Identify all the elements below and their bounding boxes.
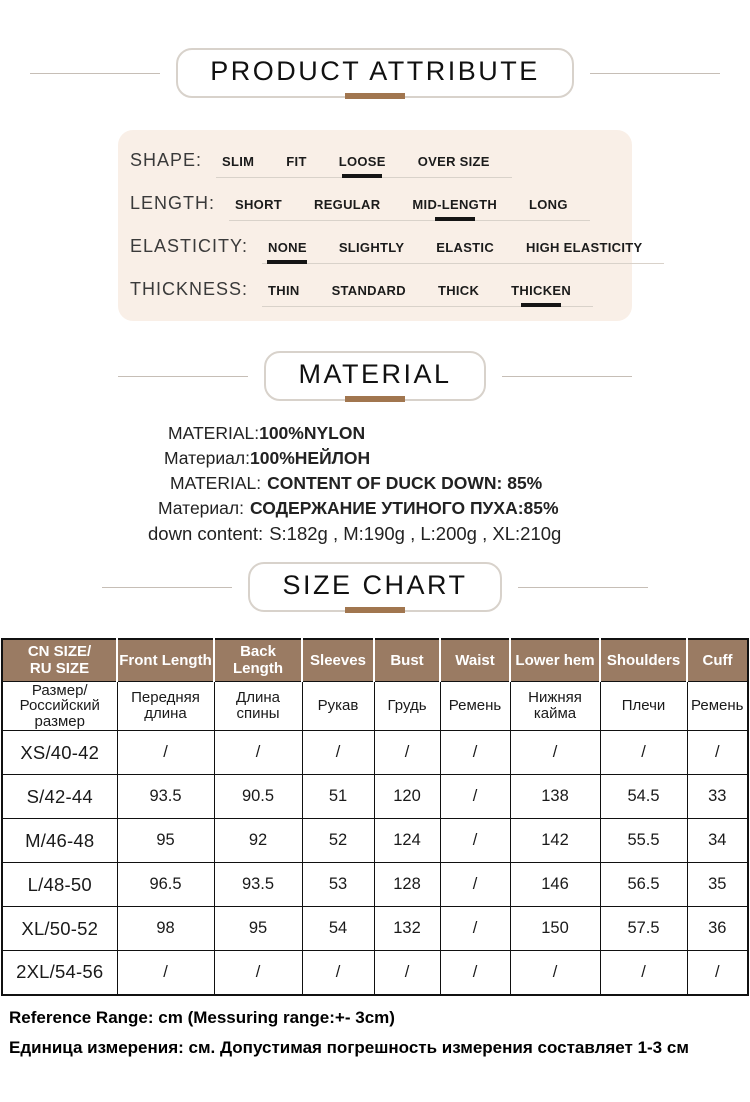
size-label: 2XL/54-56 — [2, 951, 117, 995]
header-ru-cuff: Ремень — [687, 681, 748, 731]
cell-value: / — [440, 775, 510, 819]
cell-value: 142 — [510, 819, 600, 863]
option-high-elasticity: HIGH ELASTICITY — [526, 240, 643, 255]
attr-row-length — [118, 193, 632, 221]
option-long: LONG — [529, 197, 568, 212]
cell-value: 93.5 — [117, 775, 214, 819]
title-accent-bar — [345, 93, 405, 99]
cell-value: / — [510, 951, 600, 995]
table-row-xs — [2, 731, 748, 775]
cell-value: / — [302, 951, 374, 995]
cell-value: 35 — [687, 863, 748, 907]
option-standard: STANDARD — [331, 283, 406, 298]
size-label: XS/40-42 — [2, 731, 117, 775]
cell-value: / — [600, 951, 687, 995]
material-title-box — [264, 351, 485, 401]
material-title: MATERIAL — [298, 359, 452, 389]
cell-value: 95 — [214, 907, 302, 951]
option-mid-length-selected: MID-LENGTH — [412, 197, 498, 212]
header-ru-size-line2: Российский размер — [19, 697, 100, 730]
header-cn-ru-size — [2, 639, 117, 681]
length-label: LENGTH: — [130, 193, 216, 213]
header-ru-shoulders: Плечи — [600, 681, 687, 731]
cell-value: / — [687, 951, 748, 995]
cell-value: / — [440, 907, 510, 951]
header-ru-size-line1: Размер/ — [31, 681, 88, 699]
size-chart-title: SIZE CHART — [282, 570, 468, 600]
size-chart-table — [1, 638, 749, 996]
duck-down-line-ru — [148, 496, 750, 521]
title-accent-bar — [345, 396, 405, 402]
attr-row-thickness — [118, 279, 632, 307]
option-fit: FIT — [286, 154, 307, 169]
material-label: Материал: — [158, 498, 244, 518]
header-bust: Bust — [374, 639, 440, 681]
material-value: 100%НЕЙЛОН — [250, 448, 371, 468]
divider-line-right — [518, 587, 648, 588]
thickness-options — [262, 283, 593, 307]
material-label: MATERIAL: — [168, 423, 260, 443]
table-row-2xl — [2, 951, 748, 995]
divider-line-left — [102, 587, 232, 588]
cell-value: / — [510, 731, 600, 775]
cell-value: 150 — [510, 907, 600, 951]
cell-value: / — [302, 731, 374, 775]
product-description-page — [0, 48, 750, 1058]
option-slightly: SLIGHTLY — [338, 240, 405, 255]
reference-range-note-ru: Единица измерения: см. Допустимая погрешность измерения составляет 1-3 см — [9, 1037, 689, 1057]
thickness-label: THICKNESS: — [130, 279, 249, 299]
cell-value: 96.5 — [117, 863, 214, 907]
material-label: Материал: — [164, 448, 250, 468]
material-value: CONTENT OF DUCK DOWN: 85% — [267, 473, 543, 493]
option-thin: THIN — [268, 283, 300, 298]
cell-value: / — [440, 951, 510, 995]
cell-value: 95 — [117, 819, 214, 863]
option-slim: SLIM — [222, 154, 255, 169]
measurement-notes — [9, 1008, 750, 1058]
cell-value: 90.5 — [214, 775, 302, 819]
cell-value: 120 — [374, 775, 440, 819]
cell-value: 138 — [510, 775, 600, 819]
table-header-row-ru — [2, 681, 748, 731]
option-loose-selected: LOOSE — [338, 154, 386, 169]
material-line-ru — [148, 446, 750, 471]
elasticity-options — [262, 240, 664, 264]
size-chart-title-row — [0, 562, 750, 612]
cell-value: 34 — [687, 819, 748, 863]
cell-value: 55.5 — [600, 819, 687, 863]
cell-value: / — [600, 731, 687, 775]
down-content-label: down content: — [148, 523, 264, 544]
cell-value: 132 — [374, 907, 440, 951]
cell-value: 92 — [214, 819, 302, 863]
shape-label: SHAPE: — [130, 150, 203, 170]
size-label: XL/50-52 — [2, 907, 117, 951]
header-ru-sleeves: Рукав — [302, 681, 374, 731]
cell-value: 146 — [510, 863, 600, 907]
option-regular: REGULAR — [314, 197, 381, 212]
duck-down-line-en — [148, 471, 750, 496]
divider-line-left — [118, 376, 248, 377]
material-line-en — [148, 421, 750, 446]
cell-value: 36 — [687, 907, 748, 951]
cell-value: 128 — [374, 863, 440, 907]
header-sleeves: Sleeves — [302, 639, 374, 681]
cell-value: 51 — [302, 775, 374, 819]
material-title-row — [0, 351, 750, 401]
material-info-block — [148, 421, 750, 546]
table-row-m — [2, 819, 748, 863]
header-back-length: Back Length — [214, 639, 302, 681]
table-row-l — [2, 863, 748, 907]
table-row-xl — [2, 907, 748, 951]
elasticity-label: ELASTICITY: — [130, 236, 249, 256]
down-content-value: S:182g , M:190g , L:200g , XL:210g — [269, 523, 562, 544]
cell-value: / — [440, 819, 510, 863]
cell-value: / — [117, 731, 214, 775]
cell-value: 56.5 — [600, 863, 687, 907]
cell-value: 98 — [117, 907, 214, 951]
size-label: L/48-50 — [2, 863, 117, 907]
cell-value: 53 — [302, 863, 374, 907]
header-shoulders: Shoulders — [600, 639, 687, 681]
cell-value: 54 — [302, 907, 374, 951]
header-ru-lower-hem: Нижняя кайма — [510, 681, 600, 731]
header-cn-size: CN SIZE/ — [27, 643, 92, 661]
header-cuff: Cuff — [687, 639, 748, 681]
header-ru-bust: Грудь — [374, 681, 440, 731]
size-chart-title-box — [248, 562, 501, 612]
option-over-size: OVER SIZE — [417, 154, 490, 169]
material-value: СОДЕРЖАНИЕ УТИНОГО ПУХА:85% — [250, 498, 559, 518]
cell-value: / — [214, 951, 302, 995]
cell-value: / — [440, 863, 510, 907]
down-content-line — [148, 521, 750, 546]
option-short: SHORT — [235, 197, 283, 212]
reference-range-note-en: Reference Range: cm (Messuring range:+- 3cm) — [9, 1007, 395, 1027]
cell-value: / — [374, 951, 440, 995]
header-lower-hem: Lower hem — [510, 639, 600, 681]
divider-line-left — [30, 73, 160, 74]
header-ru-size: RU SIZE — [29, 660, 90, 678]
header-front-length: Front Length — [117, 639, 214, 681]
cell-value: 124 — [374, 819, 440, 863]
header-waist: Waist — [440, 639, 510, 681]
attribute-box — [118, 130, 643, 321]
size-label: M/46-48 — [2, 819, 117, 863]
title-accent-bar — [345, 607, 405, 613]
cell-value: 52 — [302, 819, 374, 863]
cell-value: / — [687, 731, 748, 775]
cell-value: 93.5 — [214, 863, 302, 907]
cell-value: / — [374, 731, 440, 775]
attr-row-shape — [118, 150, 632, 178]
cell-value: 57.5 — [600, 907, 687, 951]
cell-value: / — [117, 951, 214, 995]
cell-value: / — [440, 731, 510, 775]
header-ru-waist: Ремень — [440, 681, 510, 731]
table-row-s — [2, 775, 748, 819]
shape-options — [216, 154, 512, 178]
size-label: S/42-44 — [2, 775, 117, 819]
product-attribute-title-row — [0, 48, 750, 98]
option-thick: THICK — [437, 283, 480, 298]
attr-row-elasticity — [118, 236, 643, 264]
divider-line-right — [502, 376, 632, 377]
option-none-selected: NONE — [268, 240, 307, 255]
header-ru-size-label — [2, 681, 117, 731]
product-attribute-title: PRODUCT ATTRIBUTE — [210, 56, 540, 86]
cell-value: / — [214, 731, 302, 775]
header-ru-back-length: Длина спины — [214, 681, 302, 731]
header-ru-front-length: Передняя длина — [117, 681, 214, 731]
cell-value: 33 — [687, 775, 748, 819]
cell-value: 54.5 — [600, 775, 687, 819]
material-label: MATERIAL: — [170, 473, 262, 493]
table-header-row-en — [2, 639, 748, 681]
product-attribute-title-box — [176, 48, 574, 98]
material-value: 100%NYLON — [259, 423, 366, 443]
divider-line-right — [590, 73, 720, 74]
option-thicken-selected: THICKEN — [511, 283, 572, 298]
length-options — [229, 197, 590, 221]
option-elastic: ELASTIC — [436, 240, 495, 255]
